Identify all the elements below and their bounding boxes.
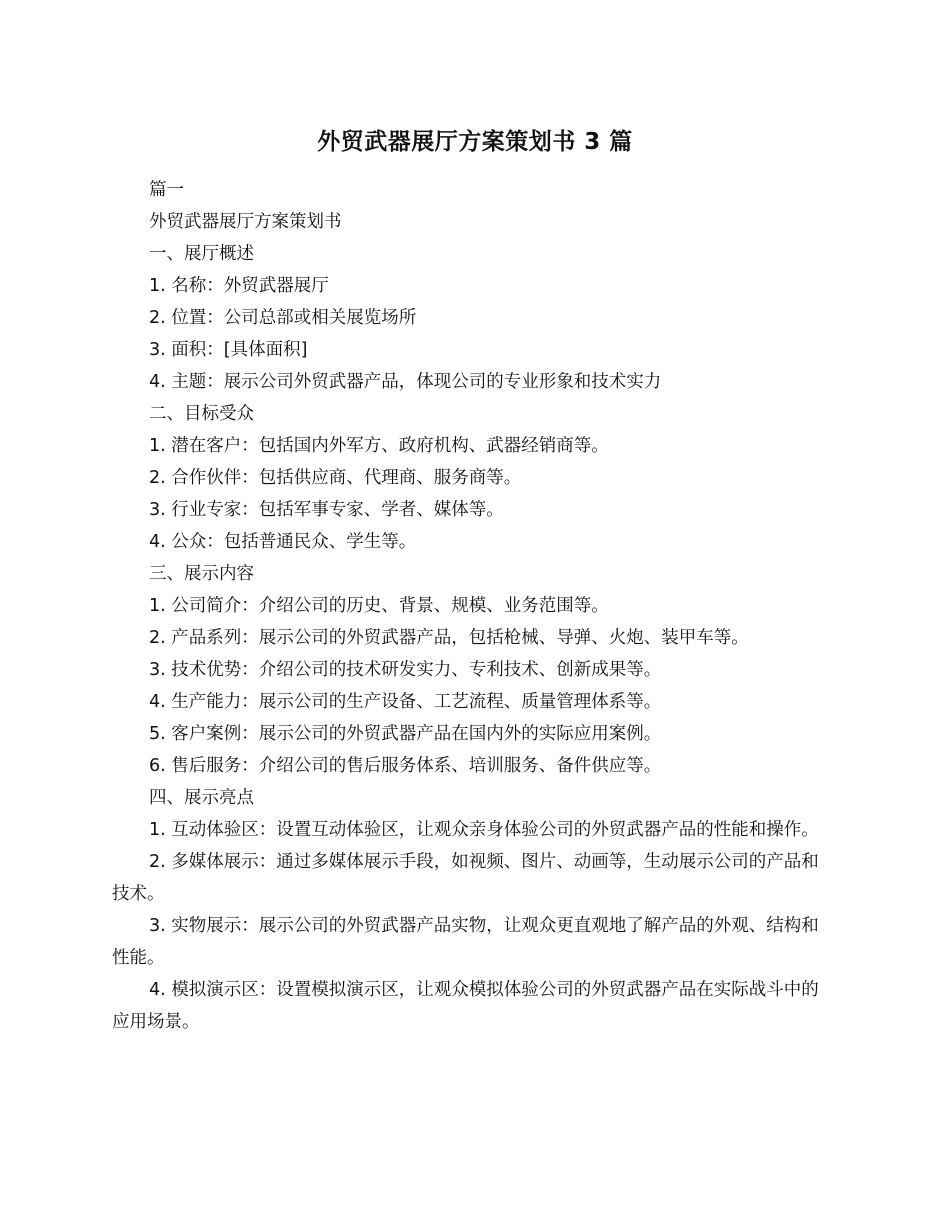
section-heading: 二、目标受众 (149, 404, 254, 424)
list-item: 3. 面积：[具体面积] (149, 340, 308, 360)
list-item: 3. 行业专家：包括军事专家、学者、媒体等。 (149, 500, 504, 520)
document-title: 外贸武器展厅方案策划书 3 篇 (317, 129, 633, 155)
document-body (112, 174, 828, 1038)
highlight-paragraph: 2. 多媒体展示：通过多媒体展示手段，如视频、图片、动画等，生动展示公司的产品和技术。 (112, 852, 819, 904)
list-item: 1. 公司简介：介绍公司的历史、背景、规模、业务范围等。 (149, 596, 609, 616)
highlight-paragraph: 4. 模拟演示区：设置模拟演示区，让观众模拟体验公司的外贸武器产品在实际战斗中的应用场景。 (112, 980, 819, 1032)
section-heading: 三、展示内容 (149, 564, 254, 584)
section-heading: 一、展厅概述 (149, 244, 254, 264)
subtitle: 外贸武器展厅方案策划书 (149, 212, 342, 232)
list-item: 3. 技术优势：介绍公司的技术研发实力、专利技术、创新成果等。 (149, 660, 662, 680)
list-item: 2. 产品系列：展示公司的外贸武器产品，包括枪械、导弹、火炮、装甲车等。 (149, 628, 749, 648)
list-item: 4. 生产能力：展示公司的生产设备、工艺流程、质量管理体系等。 (149, 692, 662, 712)
list-item: 6. 售后服务：介绍公司的售后服务体系、培训服务、备件供应等。 (149, 756, 662, 776)
list-item: 1. 名称：外贸武器展厅 (149, 276, 329, 296)
highlight-paragraph: 1. 互动体验区：设置互动体验区，让观众亲身体验公司的外贸武器产品的性能和操作。 (149, 820, 819, 840)
highlight-paragraph: 3. 实物展示：展示公司的外贸武器产品实物，让观众更直观地了解产品的外观、结构和性能。 (112, 916, 819, 968)
section-heading: 四、展示亮点 (149, 788, 254, 808)
section-label: 篇一 (149, 180, 184, 200)
list-item: 2. 合作伙伴：包括供应商、代理商、服务商等。 (149, 468, 522, 488)
list-item: 4. 公众：包括普通民众、学生等。 (149, 532, 417, 552)
list-item: 4. 主题：展示公司外贸武器产品，体现公司的专业形象和技术实力 (149, 372, 662, 392)
list-item: 2. 位置：公司总部或相关展览场所 (149, 308, 417, 328)
list-item: 1. 潜在客户：包括国内外军方、政府机构、武器经销商等。 (149, 436, 609, 456)
list-item: 5. 客户案例：展示公司的外贸武器产品在国内外的实际应用案例。 (149, 724, 662, 744)
